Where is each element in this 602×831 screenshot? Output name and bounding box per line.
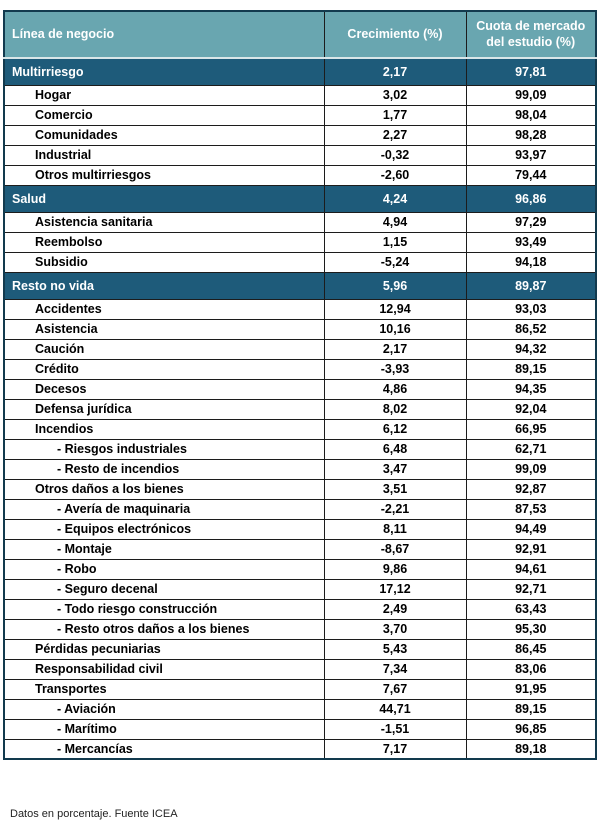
row-label: Responsabilidad civil	[4, 659, 324, 679]
market-share-value: 92,87	[466, 479, 596, 499]
row-label: Hogar	[4, 85, 324, 105]
growth-value: 1,77	[324, 105, 466, 125]
growth-value: -5,24	[324, 252, 466, 272]
growth-value: 17,12	[324, 579, 466, 599]
row-label: Caución	[4, 339, 324, 359]
row-label: - Todo riesgo construcción	[4, 599, 324, 619]
growth-value: -3,93	[324, 359, 466, 379]
growth-value: 3,70	[324, 619, 466, 639]
growth-value: 6,48	[324, 439, 466, 459]
section-row	[4, 58, 596, 85]
growth-value: 2,17	[324, 58, 466, 85]
market-share-value: 98,28	[466, 125, 596, 145]
row-label: Defensa jurídica	[4, 399, 324, 419]
row-label: - Aviación	[4, 699, 324, 719]
table-row	[4, 299, 596, 319]
table-row	[4, 319, 596, 339]
insurance-lines-table	[3, 10, 597, 760]
table-row	[4, 639, 596, 659]
row-label: - Avería de maquinaria	[4, 499, 324, 519]
row-label: - Equipos electrónicos	[4, 519, 324, 539]
market-share-value: 79,44	[466, 165, 596, 185]
market-share-value: 63,43	[466, 599, 596, 619]
market-share-value: 83,06	[466, 659, 596, 679]
market-share-value: 62,71	[466, 439, 596, 459]
market-share-value: 93,03	[466, 299, 596, 319]
growth-value: 6,12	[324, 419, 466, 439]
column-header-line-of-business: Línea de negocio	[4, 11, 324, 58]
market-share-value: 92,91	[466, 539, 596, 559]
table-row	[4, 659, 596, 679]
row-label: Otros daños a los bienes	[4, 479, 324, 499]
growth-value: 2,27	[324, 125, 466, 145]
row-label: Crédito	[4, 359, 324, 379]
section-row	[4, 185, 596, 212]
table-row	[4, 85, 596, 105]
growth-value: 2,17	[324, 339, 466, 359]
market-share-value: 96,85	[466, 719, 596, 739]
growth-value: -2,21	[324, 499, 466, 519]
row-label: - Riesgos industriales	[4, 439, 324, 459]
column-header-market-share: Cuota de mercado del estudio (%)	[466, 11, 596, 58]
row-label: Comercio	[4, 105, 324, 125]
row-label: Subsidio	[4, 252, 324, 272]
table-row	[4, 719, 596, 739]
table-row	[4, 339, 596, 359]
table-row	[4, 125, 596, 145]
table-row	[4, 379, 596, 399]
market-share-value: 99,09	[466, 85, 596, 105]
row-label: Incendios	[4, 419, 324, 439]
growth-value: -1,51	[324, 719, 466, 739]
market-share-value: 94,32	[466, 339, 596, 359]
growth-value: 7,67	[324, 679, 466, 699]
row-label: Industrial	[4, 145, 324, 165]
table-row	[4, 679, 596, 699]
growth-value: 2,49	[324, 599, 466, 619]
table-row	[4, 232, 596, 252]
growth-value: 44,71	[324, 699, 466, 719]
row-label: Asistencia sanitaria	[4, 212, 324, 232]
table-row	[4, 439, 596, 459]
table-row	[4, 479, 596, 499]
table-body	[4, 58, 596, 759]
growth-value: 7,17	[324, 739, 466, 759]
market-share-value: 96,86	[466, 185, 596, 212]
market-share-value: 95,30	[466, 619, 596, 639]
growth-value: 4,86	[324, 379, 466, 399]
growth-value: 4,94	[324, 212, 466, 232]
section-row	[4, 272, 596, 299]
table-row	[4, 539, 596, 559]
table-row	[4, 252, 596, 272]
row-label: Pérdidas pecuniarias	[4, 639, 324, 659]
growth-value: 9,86	[324, 559, 466, 579]
market-share-value: 94,18	[466, 252, 596, 272]
header-row	[4, 11, 596, 58]
table-row	[4, 519, 596, 539]
market-share-value: 94,61	[466, 559, 596, 579]
growth-value: 5,96	[324, 272, 466, 299]
row-label: Multirriesgo	[4, 58, 324, 85]
market-share-value: 98,04	[466, 105, 596, 125]
growth-value: 1,15	[324, 232, 466, 252]
growth-value: 3,47	[324, 459, 466, 479]
market-share-value: 97,81	[466, 58, 596, 85]
market-share-value: 97,29	[466, 212, 596, 232]
table-row	[4, 619, 596, 639]
table-row	[4, 419, 596, 439]
table-row	[4, 459, 596, 479]
table-row	[4, 359, 596, 379]
table-row	[4, 399, 596, 419]
row-label: Reembolso	[4, 232, 324, 252]
row-label: Transportes	[4, 679, 324, 699]
growth-value: 3,51	[324, 479, 466, 499]
row-label: - Marítimo	[4, 719, 324, 739]
growth-value: 5,43	[324, 639, 466, 659]
row-label: - Robo	[4, 559, 324, 579]
table-row	[4, 699, 596, 719]
row-label: Asistencia	[4, 319, 324, 339]
table-row	[4, 499, 596, 519]
row-label: Salud	[4, 185, 324, 212]
table-row	[4, 599, 596, 619]
growth-value: -2,60	[324, 165, 466, 185]
market-share-value: 92,04	[466, 399, 596, 419]
row-label: Accidentes	[4, 299, 324, 319]
row-label: - Resto otros daños a los bienes	[4, 619, 324, 639]
market-share-value: 89,15	[466, 699, 596, 719]
growth-value: 12,94	[324, 299, 466, 319]
market-share-value: 94,35	[466, 379, 596, 399]
market-share-value: 89,15	[466, 359, 596, 379]
market-share-value: 94,49	[466, 519, 596, 539]
source-note: Datos en porcentaje. Fuente ICEA	[10, 808, 178, 820]
row-label: - Mercancías	[4, 739, 324, 759]
market-share-value: 92,71	[466, 579, 596, 599]
table-row	[4, 739, 596, 759]
market-share-value: 89,87	[466, 272, 596, 299]
market-share-value: 93,49	[466, 232, 596, 252]
growth-value: 7,34	[324, 659, 466, 679]
growth-value: -8,67	[324, 539, 466, 559]
growth-value: 3,02	[324, 85, 466, 105]
market-share-value: 93,97	[466, 145, 596, 165]
table-row	[4, 165, 596, 185]
column-header-growth: Crecimiento (%)	[324, 11, 466, 58]
market-share-value: 66,95	[466, 419, 596, 439]
row-label: - Montaje	[4, 539, 324, 559]
row-label: Otros multirriesgos	[4, 165, 324, 185]
market-share-value: 99,09	[466, 459, 596, 479]
market-share-value: 86,52	[466, 319, 596, 339]
row-label: Comunidades	[4, 125, 324, 145]
row-label: - Seguro decenal	[4, 579, 324, 599]
table-header	[4, 11, 596, 58]
growth-value: 8,11	[324, 519, 466, 539]
market-share-value: 86,45	[466, 639, 596, 659]
table-row	[4, 579, 596, 599]
table-row	[4, 105, 596, 125]
table-row	[4, 212, 596, 232]
growth-value: 4,24	[324, 185, 466, 212]
market-share-value: 87,53	[466, 499, 596, 519]
market-share-value: 89,18	[466, 739, 596, 759]
row-label: Resto no vida	[4, 272, 324, 299]
market-share-value: 91,95	[466, 679, 596, 699]
table-row	[4, 145, 596, 165]
growth-value: 10,16	[324, 319, 466, 339]
table-row	[4, 559, 596, 579]
row-label: - Resto de incendios	[4, 459, 324, 479]
row-label: Decesos	[4, 379, 324, 399]
growth-value: 8,02	[324, 399, 466, 419]
growth-value: -0,32	[324, 145, 466, 165]
